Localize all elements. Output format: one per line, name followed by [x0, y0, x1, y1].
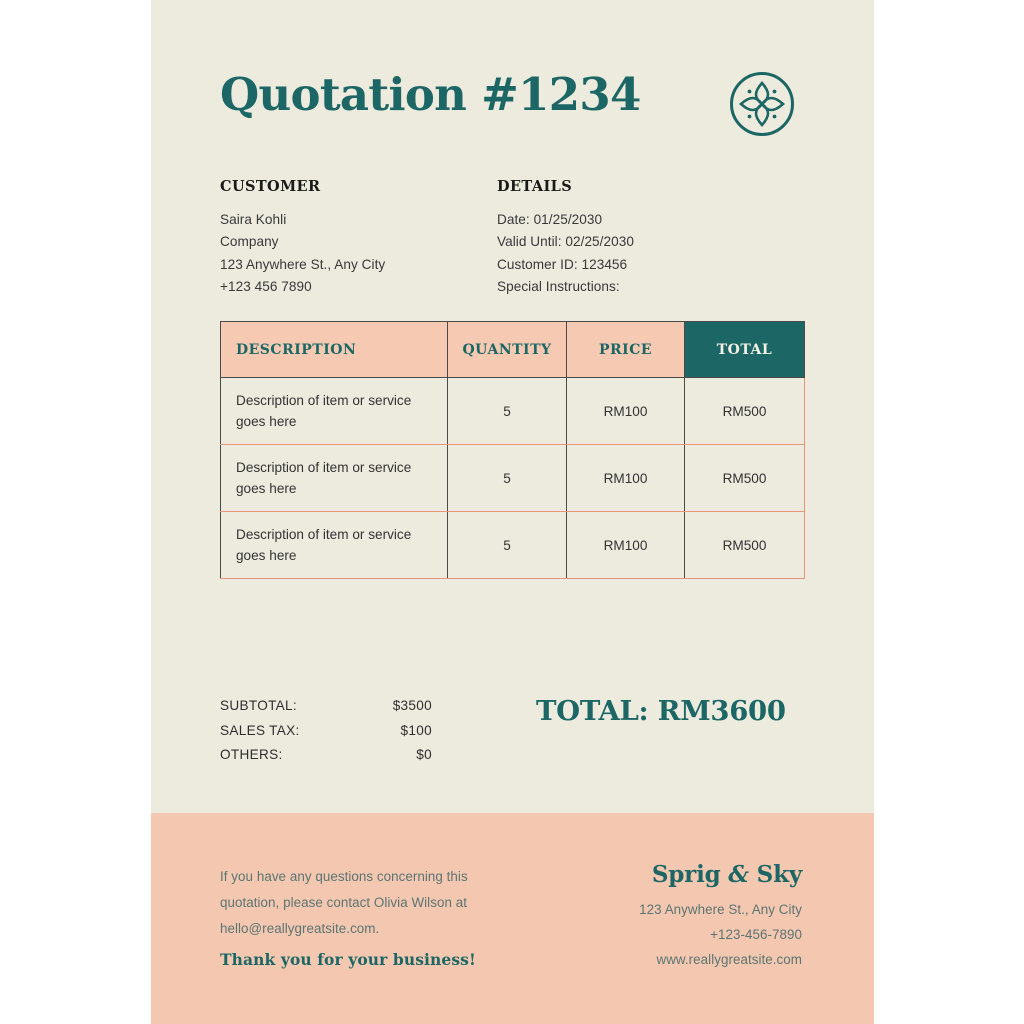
cell-price: RM100 [567, 445, 685, 512]
summary-value-others: $0 [416, 747, 432, 762]
customer-heading: CUSTOMER [220, 178, 321, 195]
table-header-row [221, 322, 805, 378]
summary-label-sales-tax: SALES TAX: [220, 722, 300, 738]
ampersand-glyph: & [728, 861, 749, 888]
company-name-part-2: Sky [748, 861, 802, 888]
cell-description: Description of item or service goes here [221, 378, 448, 445]
detail-valid-until: Valid Until: 02/25/2030 [497, 234, 634, 250]
details-block [497, 180, 797, 299]
cell-price: RM100 [567, 378, 685, 445]
footer-thank-you: Thank you for your business! [220, 950, 476, 969]
summary-value-sales-tax: $100 [400, 722, 432, 738]
company-phone: +123-456-7890 [710, 926, 802, 942]
summary-block [220, 694, 432, 768]
company-website: www.reallygreatsite.com [656, 951, 802, 967]
summary-row-subtotal [220, 694, 432, 719]
quotation-document [151, 0, 874, 1024]
column-header-description: DESCRIPTION [221, 322, 448, 378]
quatrefoil-flower-logo-icon [729, 71, 795, 137]
company-info-block [472, 861, 802, 972]
cell-quantity: 5 [448, 512, 567, 579]
company-name [472, 861, 802, 890]
footer-contact-note-block [220, 864, 505, 970]
cell-description: Description of item or service goes here [221, 512, 448, 579]
details-heading: DETAILS [497, 178, 573, 195]
column-header-price: PRICE [567, 322, 685, 378]
summary-value-subtotal: $3500 [392, 698, 432, 713]
grand-total: TOTAL: RM3600 [536, 695, 786, 727]
document-header [151, 0, 874, 170]
customer-address: 123 Anywhere St., Any City [220, 256, 386, 272]
summary-row-others [220, 743, 432, 768]
detail-special-instructions: Special Instructions: [497, 279, 620, 295]
cell-quantity: 5 [448, 445, 567, 512]
cell-total: RM500 [685, 512, 805, 579]
footer-note: If you have any questions concerning this quotation, please contact Olivia Wilson at hello@reallygreatsite.com. [220, 869, 468, 936]
summary-row-sales-tax [220, 719, 432, 744]
company-address: 123 Anywhere St., Any City [639, 901, 802, 917]
summary-label-others: OTHERS: [220, 747, 283, 762]
cell-price: RM100 [567, 512, 685, 579]
cell-total: RM500 [685, 378, 805, 445]
customer-block [220, 180, 480, 299]
company-name-part-1: Sprig [651, 861, 729, 888]
column-header-quantity: QUANTITY [448, 322, 567, 378]
summary-label-subtotal: SUBTOTAL: [220, 698, 297, 713]
column-header-total: TOTAL [685, 322, 805, 378]
items-table [220, 321, 805, 579]
table-row [221, 512, 805, 579]
customer-name: Saira Kohli [220, 211, 287, 227]
page-title: Quotation #1234 [220, 68, 641, 121]
detail-customer-id: Customer ID: 123456 [497, 256, 628, 272]
customer-company: Company [220, 234, 279, 250]
table-row [221, 445, 805, 512]
customer-phone: +123 456 7890 [220, 279, 312, 295]
cell-description: Description of item or service goes here [221, 445, 448, 512]
cell-total: RM500 [685, 445, 805, 512]
table-row [221, 378, 805, 445]
document-footer [151, 813, 874, 1024]
cell-quantity: 5 [448, 378, 567, 445]
detail-date: Date: 01/25/2030 [497, 211, 603, 227]
